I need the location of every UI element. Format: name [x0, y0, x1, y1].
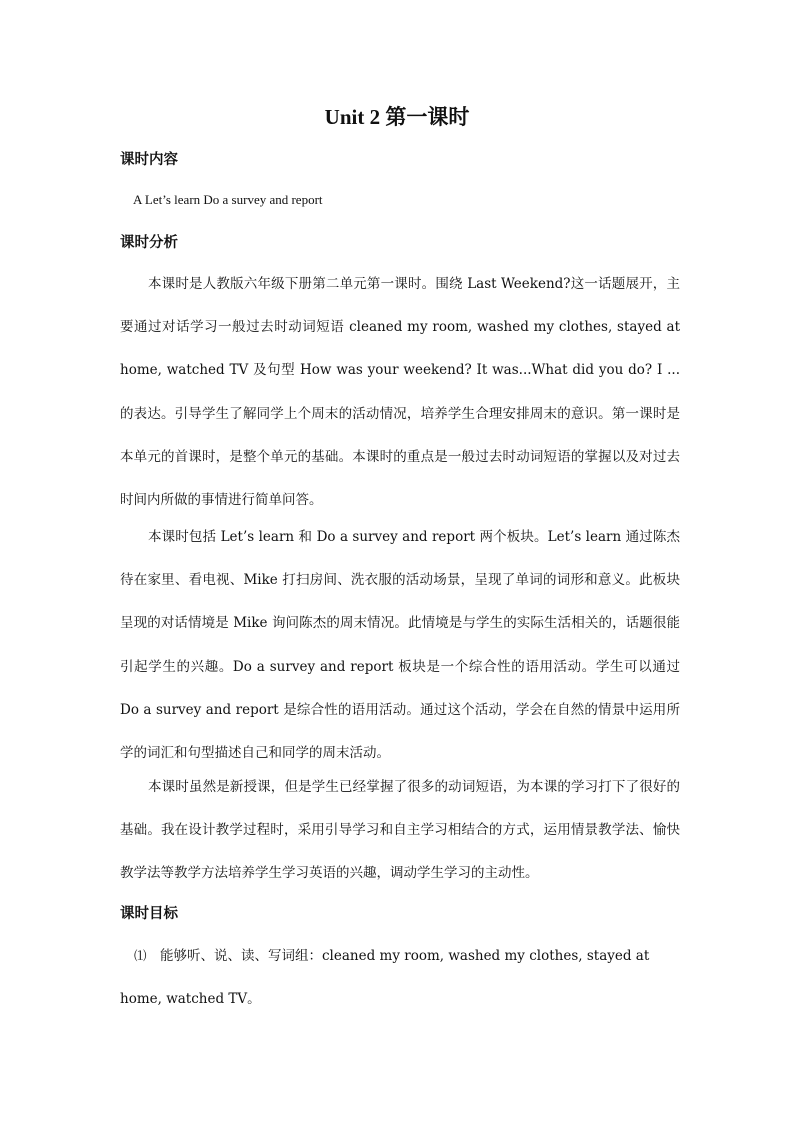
section-heading-analysis: 课时分析	[120, 234, 178, 251]
content-text: A Let’s learn Do a survey and report	[133, 192, 323, 207]
goal-item	[120, 934, 680, 1021]
section-heading-goals: 课时目标	[120, 905, 178, 922]
page-title: Unit 2 第一课时	[324, 105, 470, 129]
goal-number: ⑴	[134, 948, 147, 963]
analysis-paragraph-1: 本课时是人教版六年级下册第二单元第一课时。围绕 Last Weekend?这一话题展开，主要通过对话学习一般过去时动词短语 cleaned my room, washed my clothes, stayed at home, watched TV 及句型 How was your weekend? It was...What did you do? I ...的表达。引导学生了解同学上个周末的活动情况，培养学生合理安排周末的意识。第一课时是本单元的首课时，是整个单元的基础。本课时的重点是一般过去时动词短语的掌握以及对过去时间内所做的事情进行简单问答。	[120, 276, 680, 509]
analysis-paragraph-3: 本课时虽然是新授课，但是学生已经掌握了很多的动词短语，为本课的学习打下了很好的基础。我在设计教学过程时，采用引导学习和自主学习相结合的方式，运用情景教学法、愉快教学法等教学方法培养学生学习英语的兴趣，调动学生学习的主动性。	[120, 779, 680, 882]
section-heading-content: 课时内容	[120, 151, 178, 168]
analysis-paragraph-2: 本课时包括 Let’s learn 和 Do a survey and report 两个板块。Let’s learn 通过陈杰待在家里、看电视、Mike 打扫房间、洗衣服的活动场景，呈现了单词的词形和意义。此板块呈现的对话情境是 Mike 询问陈杰的周末情况。此情境是与学生的实际生活相关的，话题很能引起学生的兴趣。Do a survey and report 板块是一个综合性的语用活动。学生可以通过 Do a survey and report 是综合性的语用活动。通过这个活动，学会在自然的情景中运用所学的词汇和句型描述自己和同学的周末活动。	[120, 529, 680, 762]
goal-text: 能够听、说、读、写词组：cleaned my room, washed my clothes, stayed at home, watched TV。	[120, 948, 650, 1007]
